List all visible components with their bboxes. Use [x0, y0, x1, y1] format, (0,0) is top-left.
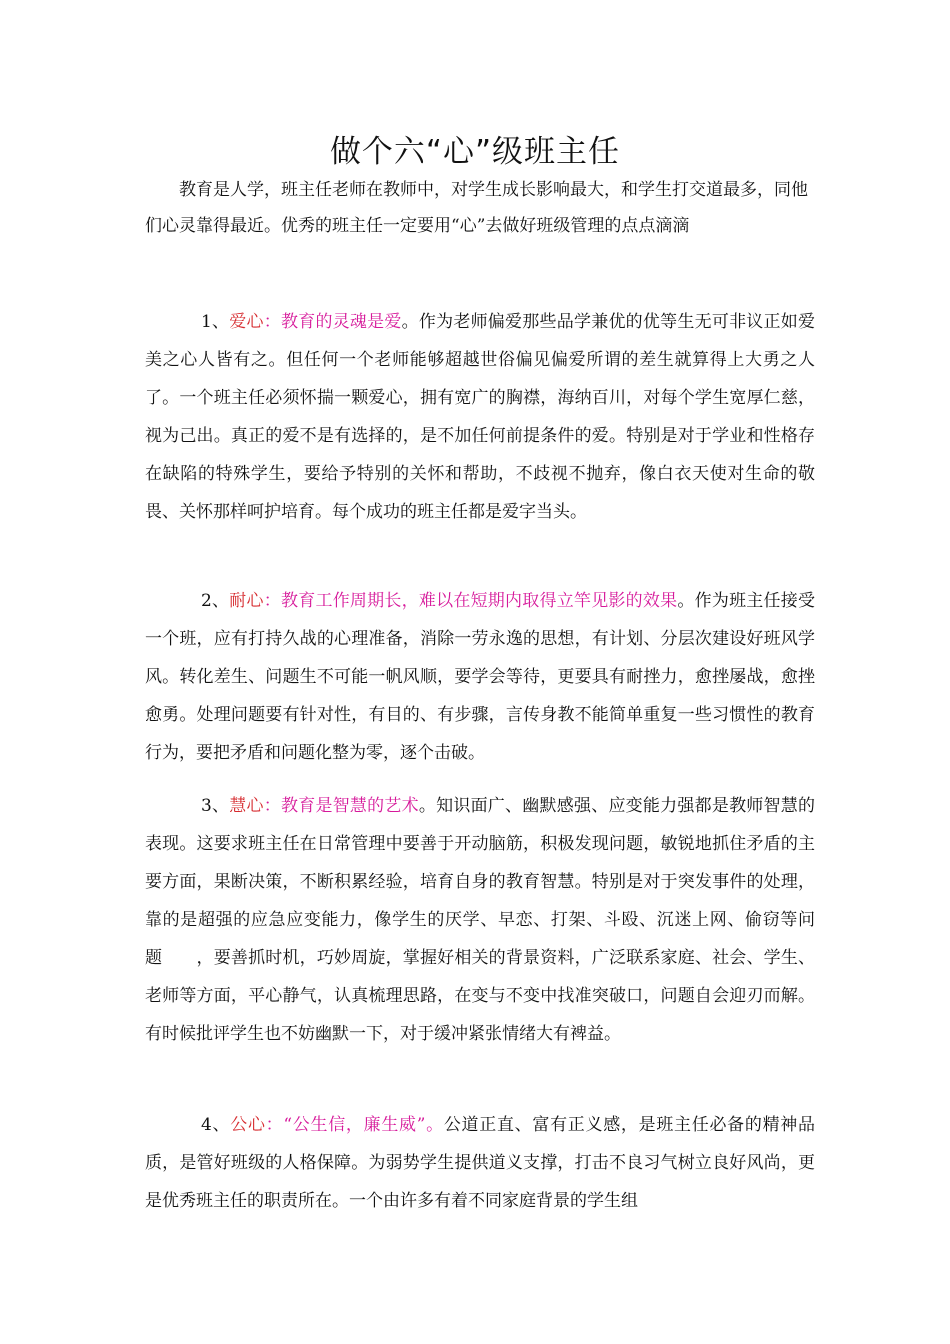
section-body: 。作为班主任接受一个班，应有打持久战的心理准备，消除一劳永逸的思想，有计划、分层次建设好班风学风。转化差生、问题生不可能一帆风顺，要学会等待，更要具有耐挫力，愈挫屡战，愈挫愈勇。处理问题要有针对性，有目的、有步骤，言传身教不能简单重复一些习惯性的教育行为，要把矛盾和问题化整为零，逐个击破。: [145, 591, 816, 763]
section-number: 1、: [201, 312, 230, 332]
section-body: 。知识面广、幽默感强、应变能力强都是教师智慧的表现。这要求班主任在日常管理中要善于开动脑筋，积极发现问题，敏锐地抓住矛盾的主要方面，果断决策，不断积累经验，培育自身的教育智慧。特别是对于突发事件的处理，靠的是超强的应急应变能力，像学生的厌学、早恋、打架、斗殴、沉迷上网、偷窃等问题 ，要善抓时机，巧妙周旋，掌握好相关的背景资料，广泛联系家庭、社会、学生、老师等方面，平心静气，认真梳理思路，在变与不变中找准突破口，问题自会迎刃而解。有时候批评学生也不妨幽默一下，对于缓冲紧张情绪大有裨益。: [145, 796, 816, 1044]
section-gongxin: [145, 1106, 815, 1220]
section-number: 4、: [201, 1115, 231, 1135]
section-highlight: 教育是智慧的艺术: [281, 796, 419, 816]
section-number: 2、: [201, 591, 230, 611]
section-number: 3、: [201, 796, 230, 816]
section-aixin: [145, 303, 815, 531]
section-keyword: 公心: [230, 1115, 266, 1135]
section-body: 公道正直、富有正义感，是班主任必备的精神品质，是管好班级的人格保障。为弱势学生提供道义支撑，打击不良习气树立良好风尚，更是优秀班主任的职责所在。一个由许多有着不同家庭背景的学生组: [145, 1115, 816, 1211]
section-highlight: 教育的灵魂是爱: [281, 312, 402, 332]
section-separator: ：: [265, 1115, 284, 1135]
section-body: 。作为老师偏爱那些品学兼优的优等生无可非议正如爱美之心人皆有之。但任何一个老师能够超越世俗偏见偏爱所谓的差生就算得上大勇之人了。一个班主任必须怀揣一颗爱心，拥有宽广的胸襟，海纳百川，对每个学生宽厚仁慈，视为己出。真正的爱不是有选择的，是不加任何前提条件的爱。特别是对于学业和性格存在缺陷的特殊学生，要给予特别的关怀和帮助，不歧视不抛弃，像白衣天使对生命的敬畏、关怀那样呵护培育。每个成功的班主任都是爱字当头。: [145, 312, 816, 522]
section-keyword: 耐心: [229, 591, 264, 611]
section-huixin: [145, 787, 815, 1053]
intro-paragraph: 教育是人学，班主任老师在教师中，对学生成长影响最大，和学生打交道最多，同他们心灵靠得最近。优秀的班主任一定要用“心”去做好班级管理的点点滴滴: [145, 180, 808, 236]
section-separator: ：: [263, 796, 281, 816]
section-naixin: [145, 582, 815, 772]
section-separator: ：: [263, 312, 281, 332]
section-highlight: “公生信，廉生威”。: [283, 1115, 444, 1135]
section-separator: ：: [263, 591, 281, 611]
section-keyword: 慧心: [229, 796, 264, 816]
document-title: 做个六“心”级班主任: [329, 134, 621, 170]
section-highlight: 教育工作周期长，难以在短期内取得立竿见影的效果: [281, 591, 678, 611]
section-keyword: 爱心: [229, 312, 264, 332]
